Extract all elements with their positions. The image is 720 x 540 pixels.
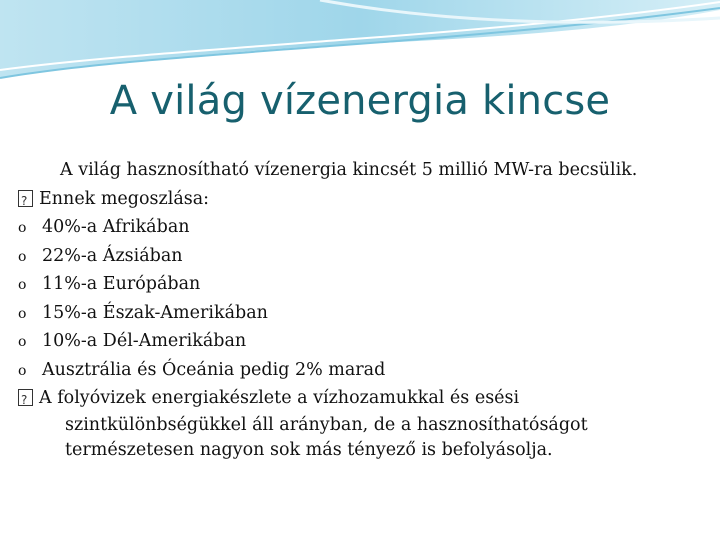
circle-bullet-icon: o	[18, 334, 27, 350]
list-item	[18, 327, 708, 356]
list-item-text: 10%-a Dél-Amerikában	[42, 331, 247, 351]
list-item-text: 15%-a Észak-Amerikában	[42, 302, 268, 323]
list-item-text: 11%-a Európában	[42, 274, 201, 294]
circle-bullet-icon: o	[18, 362, 27, 379]
final-paragraph-line: természetesen nagyon sok más tényező is befolyásolja.	[65, 439, 553, 460]
circle-bullet-icon: o	[18, 277, 27, 293]
list-item	[18, 213, 708, 242]
list-item	[18, 299, 708, 328]
list-item	[18, 356, 708, 385]
circle-bullet-icon: o	[18, 248, 27, 265]
square-bullet-icon	[18, 389, 33, 406]
list-item	[18, 242, 708, 271]
square-bullet-text: Ennek megoszlása:	[39, 188, 210, 209]
final-paragraph-text: A folyóvizek energiakészlete a vízhozamukkal és esési	[39, 388, 520, 408]
square-bullet-icon	[18, 190, 33, 207]
decorative-wave-header	[0, 0, 720, 90]
circle-bullet-icon: o	[18, 305, 27, 322]
page-title: A világ vízenergia kincse	[109, 78, 611, 124]
list-item-text: 22%-a Ázsiában	[42, 245, 183, 266]
list-item-text: 40%-a Afrikában	[42, 217, 190, 237]
list-item-text: Ausztrália és Óceánia pedig 2% marad	[42, 359, 386, 380]
slide-body	[18, 156, 708, 463]
intro-paragraph: A világ hasznosítható vízenergia kincsét 5 millió MW-ra becsülik.	[60, 160, 638, 180]
final-paragraph-line: szintkülönbségükkel áll arányban, de a hasznosíthatóságot	[65, 414, 588, 435]
final-paragraph-line	[18, 384, 708, 413]
circle-bullet-icon: o	[18, 220, 27, 236]
list-item-square	[18, 185, 708, 214]
list-item	[18, 270, 708, 299]
